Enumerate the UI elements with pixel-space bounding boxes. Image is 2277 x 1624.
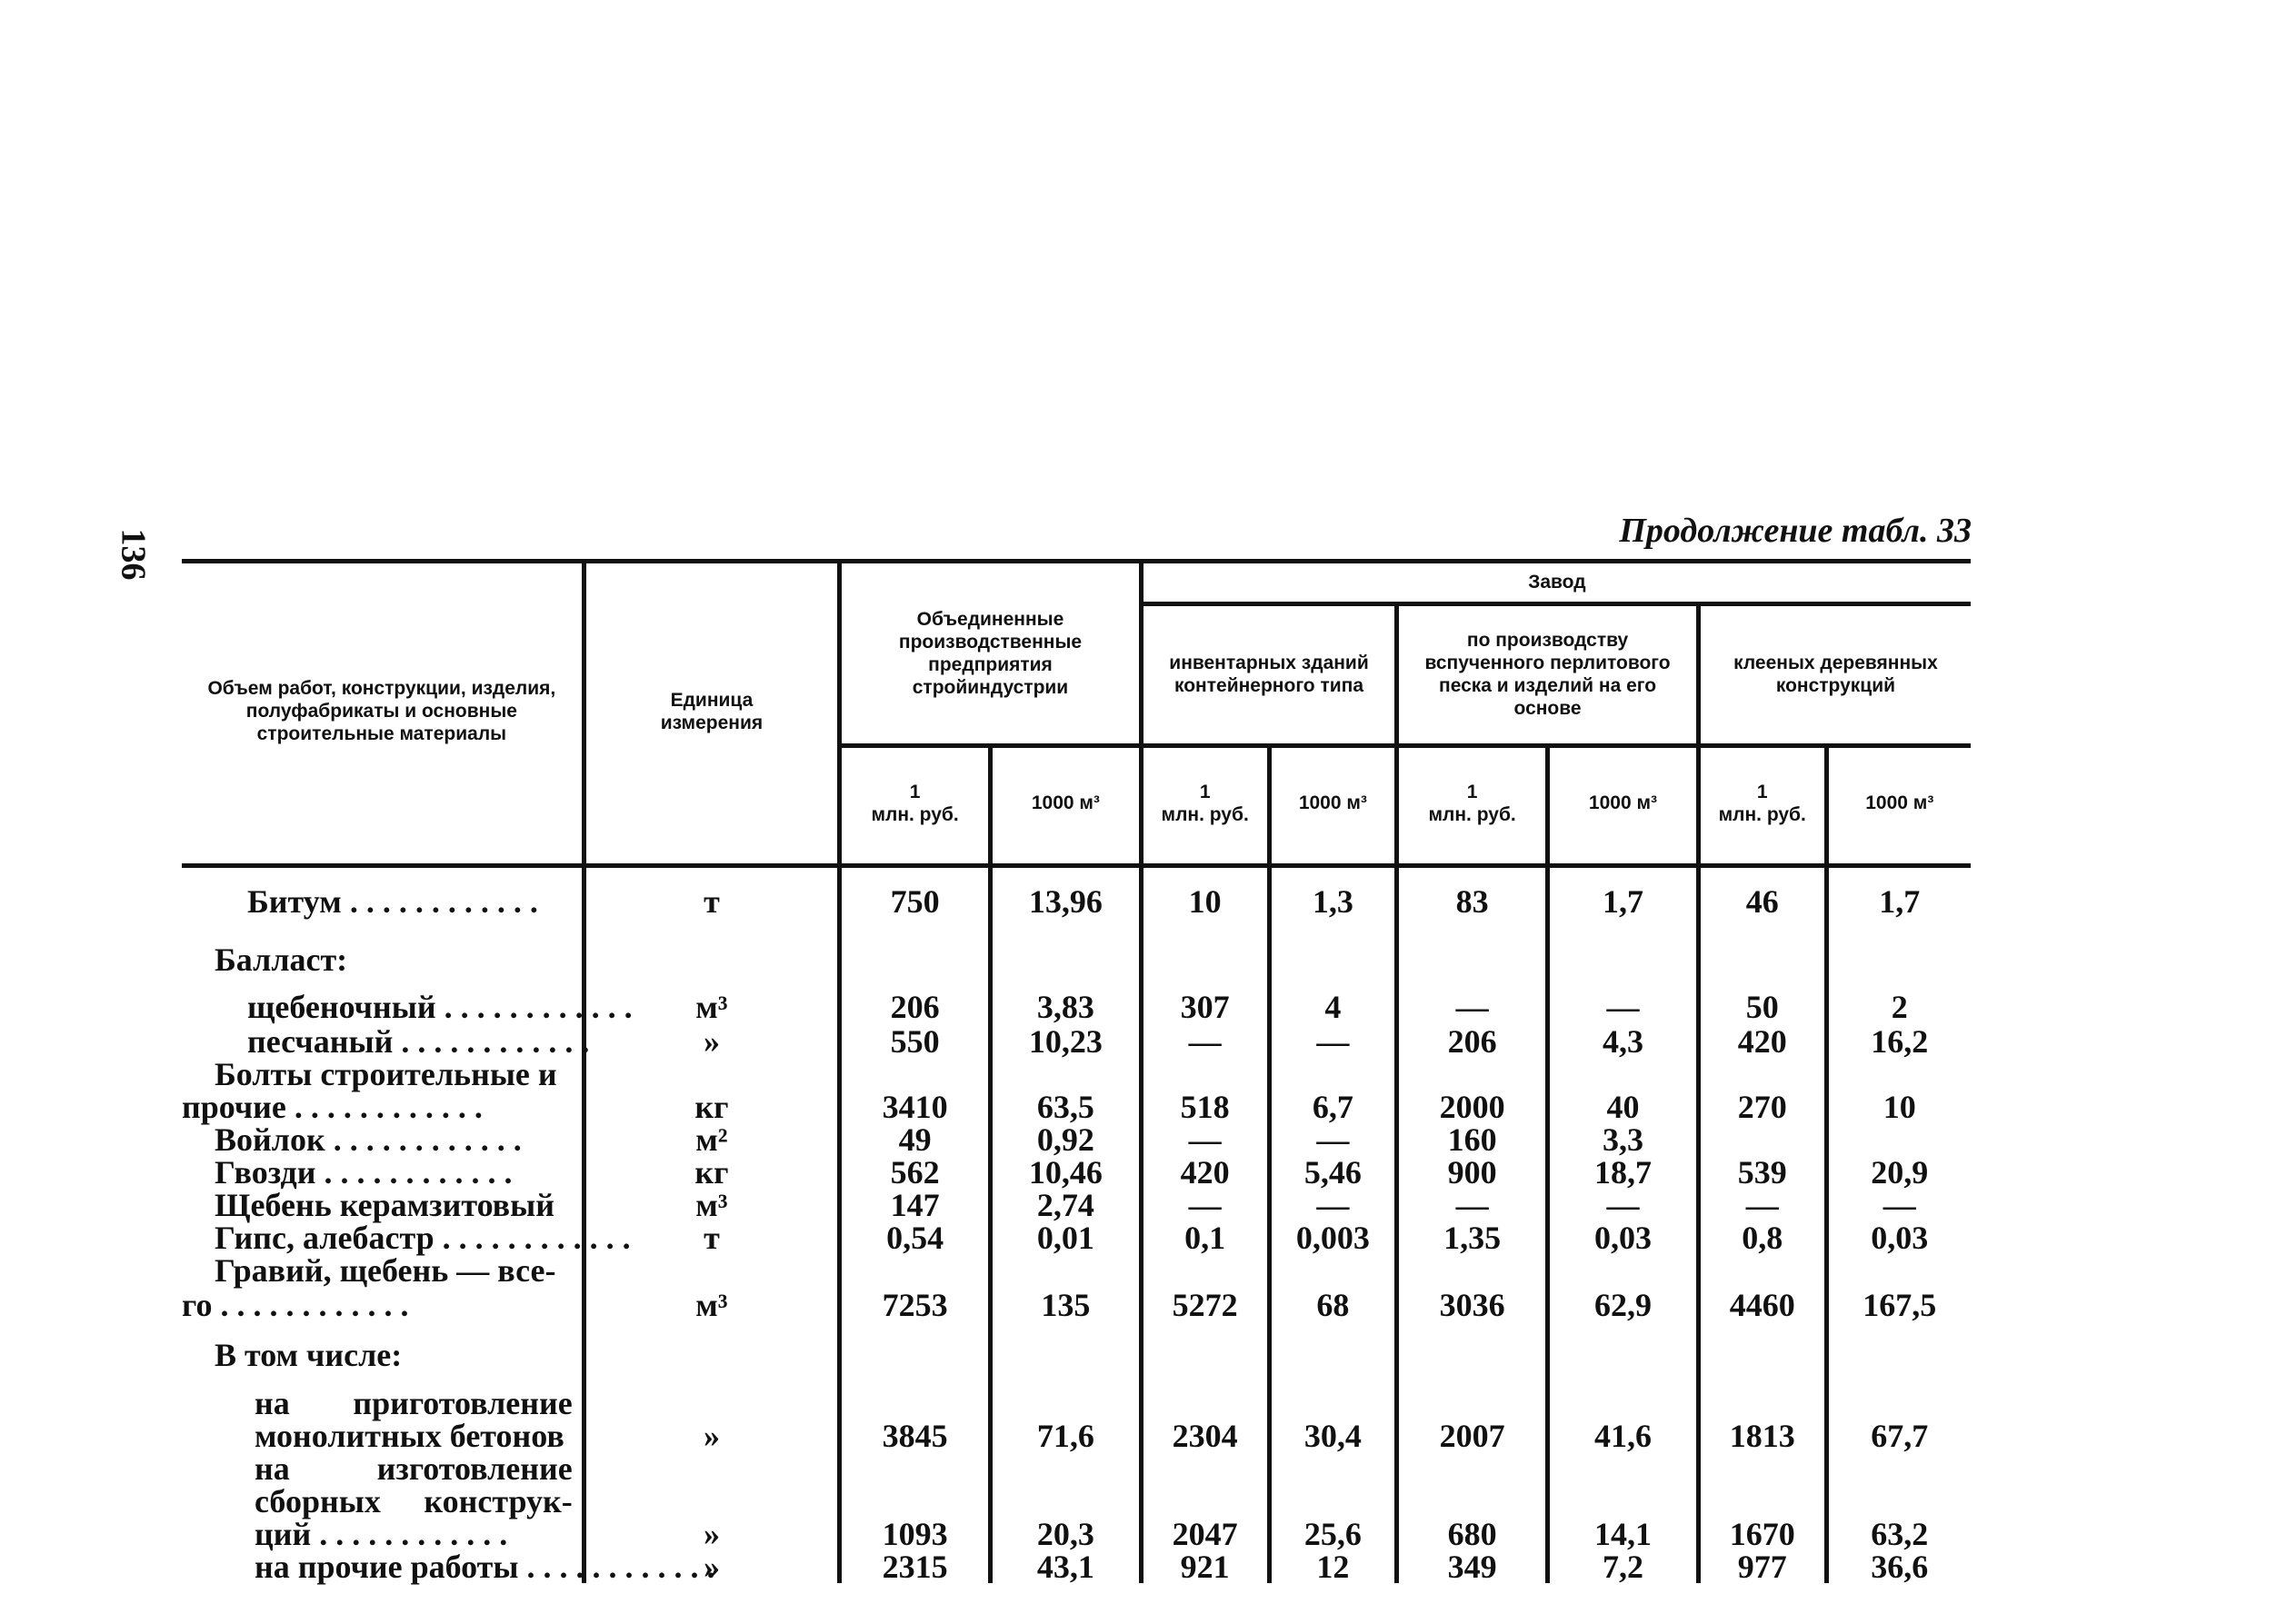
cell-plant1-rub: 5272 bbox=[1141, 1287, 1269, 1323]
header-sub-rub-label: млн. руб. bbox=[871, 803, 959, 825]
table-row-continued bbox=[182, 1254, 1971, 1287]
cell-plant3-rub: — bbox=[1698, 1189, 1826, 1221]
cell-plant3-rub: 977 bbox=[1698, 1550, 1826, 1583]
header-sub-rub bbox=[1397, 745, 1548, 859]
header-group-plant: Завод bbox=[1141, 563, 1971, 603]
table-continuation-caption: Продолжение табл. 33 bbox=[1619, 512, 1972, 550]
cell-plant3-m3: 167,5 bbox=[1826, 1287, 1971, 1323]
row-unit: м² bbox=[584, 1123, 839, 1156]
cell-plant1-m3: — bbox=[1269, 1123, 1397, 1156]
cell-plant3-m3: 16,2 bbox=[1826, 1025, 1971, 1058]
cell-plant1-rub: 2047 bbox=[1141, 1518, 1269, 1550]
cell-plant2-m3: — bbox=[1548, 989, 1699, 1025]
row-name: Щебень керамзитовый bbox=[215, 1187, 554, 1223]
cell-combined-m3: 3,83 bbox=[990, 989, 1141, 1025]
cell-plant2-rub: — bbox=[1397, 989, 1548, 1025]
cell-plant1-m3: 5,46 bbox=[1269, 1156, 1397, 1189]
row-unit: м³ bbox=[584, 989, 839, 1025]
cell-plant3-rub: 4460 bbox=[1698, 1287, 1826, 1323]
cell-plant2-m3: 1,7 bbox=[1548, 872, 1699, 931]
header-sub-rub bbox=[1141, 745, 1269, 859]
cell-plant3-rub bbox=[1698, 1123, 1826, 1156]
header-col-unit: Единица измерения bbox=[584, 563, 839, 859]
cell-combined-m3: 63,5 bbox=[990, 1091, 1141, 1123]
cell-plant3-rub: 420 bbox=[1698, 1025, 1826, 1058]
cell-plant1-m3: — bbox=[1269, 1025, 1397, 1058]
header-plant-1: инвентарных зданий контейнерного типа bbox=[1141, 603, 1396, 745]
cell-combined-m3: 2,74 bbox=[990, 1189, 1141, 1221]
header-col-name: Объем работ, конструкции, изделия, полуфабрикаты и основные строительные материалы bbox=[207, 678, 556, 744]
cell-combined-rub: 0,54 bbox=[840, 1221, 991, 1254]
cell-plant2-m3: — bbox=[1548, 1189, 1699, 1221]
row-unit: кг bbox=[584, 1156, 839, 1189]
row-name: прочие . . . bbox=[182, 1091, 584, 1123]
cell-plant2-m3: 7,2 bbox=[1548, 1550, 1699, 1583]
cell-plant1-rub: 0,1 bbox=[1141, 1221, 1269, 1254]
cell-combined-rub: 206 bbox=[840, 989, 991, 1025]
cell-combined-m3: 71,6 bbox=[990, 1420, 1141, 1452]
row-unit: » bbox=[584, 1550, 839, 1583]
table-row-continued bbox=[182, 1485, 1971, 1518]
cell-plant1-m3: 68 bbox=[1269, 1287, 1397, 1323]
header-sub-m3: 1000 м³ bbox=[1548, 745, 1699, 859]
table-row bbox=[182, 1156, 1971, 1189]
cell-combined-m3: 0,01 bbox=[990, 1221, 1141, 1254]
cell-combined-m3: 10,23 bbox=[990, 1025, 1141, 1058]
table-row-continued bbox=[182, 1387, 1971, 1420]
cell-plant1-rub: 10 bbox=[1141, 872, 1269, 931]
table-row-group-heading bbox=[182, 931, 1971, 989]
cell-plant1-m3: 12 bbox=[1269, 1550, 1397, 1583]
cell-plant2-rub: 2007 bbox=[1397, 1420, 1548, 1452]
cell-plant2-rub: 349 bbox=[1397, 1550, 1548, 1583]
cell-plant2-m3: 62,9 bbox=[1548, 1287, 1699, 1323]
cell-plant1-m3: — bbox=[1269, 1189, 1397, 1221]
cell-plant3-m3: — bbox=[1826, 1189, 1971, 1221]
cell-plant3-m3: 0,03 bbox=[1826, 1221, 1971, 1254]
row-unit: т bbox=[584, 872, 839, 931]
row-name: Гвозди . . . bbox=[182, 1156, 584, 1189]
cell-plant3-m3 bbox=[1826, 1123, 1971, 1156]
row-name: В том числе: bbox=[215, 1337, 403, 1373]
header-sub-m3: 1000 м³ bbox=[1826, 745, 1971, 859]
row-unit: кг bbox=[584, 1091, 839, 1123]
page-number: 136 bbox=[114, 528, 153, 581]
header-sub-rub-label: млн. руб. bbox=[1161, 803, 1249, 825]
row-unit: » bbox=[584, 1518, 839, 1550]
cell-plant3-m3: 1,7 bbox=[1826, 872, 1971, 931]
header-sub-rub-num: 1 bbox=[1466, 781, 1478, 802]
cell-plant2-m3: 4,3 bbox=[1548, 1025, 1699, 1058]
table-row bbox=[182, 1287, 1971, 1323]
table-row bbox=[182, 1189, 1971, 1221]
cell-plant2-rub: 3036 bbox=[1397, 1287, 1548, 1323]
cell-combined-rub: 49 bbox=[840, 1123, 991, 1156]
row-name-line1: на приготовление bbox=[255, 1385, 573, 1421]
cell-plant1-m3: 1,3 bbox=[1269, 872, 1397, 931]
materials-consumption-table bbox=[182, 563, 1971, 1583]
cell-plant2-rub: 1,35 bbox=[1397, 1221, 1548, 1254]
header-sub-rub bbox=[1698, 745, 1826, 859]
row-name-line1: Болты строительные и bbox=[215, 1056, 557, 1092]
cell-plant1-rub: 518 bbox=[1141, 1091, 1269, 1123]
cell-plant1-m3: 30,4 bbox=[1269, 1420, 1397, 1452]
header-sub-rub-num: 1 bbox=[1756, 781, 1768, 802]
cell-plant3-rub: 1670 bbox=[1698, 1518, 1826, 1550]
cell-combined-m3: 13,96 bbox=[990, 872, 1141, 931]
cell-combined-rub: 147 bbox=[840, 1189, 991, 1221]
row-name: ций . . . bbox=[182, 1518, 584, 1550]
cell-combined-rub: 1093 bbox=[840, 1518, 991, 1550]
cell-plant1-m3: 25,6 bbox=[1269, 1518, 1397, 1550]
cell-plant2-m3: 0,03 bbox=[1548, 1221, 1699, 1254]
table-row bbox=[182, 1550, 1971, 1583]
cell-plant3-rub: 0,8 bbox=[1698, 1221, 1826, 1254]
cell-plant2-rub: 2000 bbox=[1397, 1091, 1548, 1123]
header-sub-rub-num: 1 bbox=[1199, 781, 1211, 802]
cell-plant2-m3: 3,3 bbox=[1548, 1123, 1699, 1156]
cell-plant3-rub: 270 bbox=[1698, 1091, 1826, 1123]
row-name: Балласт: bbox=[215, 942, 348, 978]
cell-plant1-m3: 4 bbox=[1269, 989, 1397, 1025]
cell-plant1-m3: 6,7 bbox=[1269, 1091, 1397, 1123]
row-name-line1: на изготовление bbox=[255, 1450, 573, 1487]
row-unit: т bbox=[584, 1221, 839, 1254]
table-row-group-heading bbox=[182, 1323, 1971, 1387]
header-sub-rub bbox=[840, 745, 991, 859]
cell-plant3-m3: 63,2 bbox=[1826, 1518, 1971, 1550]
cell-plant3-rub: 1813 bbox=[1698, 1420, 1826, 1452]
cell-combined-rub: 7253 bbox=[840, 1287, 991, 1323]
cell-plant2-m3: 14,1 bbox=[1548, 1518, 1699, 1550]
row-unit: м³ bbox=[584, 1287, 839, 1323]
cell-plant3-rub: 46 bbox=[1698, 872, 1826, 931]
header-sub-m3: 1000 м³ bbox=[1269, 745, 1397, 859]
header-sub-rub-label: млн. руб. bbox=[1718, 803, 1806, 825]
cell-plant2-rub: 83 bbox=[1397, 872, 1548, 931]
table-row bbox=[182, 989, 1971, 1025]
cell-plant1-rub: 921 bbox=[1141, 1550, 1269, 1583]
cell-combined-rub: 3410 bbox=[840, 1091, 991, 1123]
table-row bbox=[182, 1025, 1971, 1058]
header-sub-rub-label: млн. руб. bbox=[1428, 803, 1516, 825]
cell-plant1-rub: 2304 bbox=[1141, 1420, 1269, 1452]
table-row bbox=[182, 1091, 1971, 1123]
header-plant-3: клееных деревянных конструкций bbox=[1698, 603, 1971, 745]
table-row-continued bbox=[182, 1058, 1971, 1091]
row-name: го . . . bbox=[182, 1287, 584, 1323]
cell-plant3-m3: 67,7 bbox=[1826, 1420, 1971, 1452]
row-unit: м³ bbox=[584, 1189, 839, 1221]
row-name-line1: Гравий, щебень — все- bbox=[215, 1252, 556, 1289]
cell-plant1-rub: — bbox=[1141, 1189, 1269, 1221]
cell-combined-m3: 10,46 bbox=[990, 1156, 1141, 1189]
table-row bbox=[182, 1518, 1971, 1550]
row-unit: » bbox=[584, 1420, 839, 1452]
cell-plant3-rub: 50 bbox=[1698, 989, 1826, 1025]
cell-plant2-rub: 900 bbox=[1397, 1156, 1548, 1189]
table-row bbox=[182, 1221, 1971, 1254]
cell-plant2-rub: 680 bbox=[1397, 1518, 1548, 1550]
cell-combined-m3: 0,92 bbox=[990, 1123, 1141, 1156]
cell-plant1-m3: 0,003 bbox=[1269, 1221, 1397, 1254]
cell-plant3-m3: 36,6 bbox=[1826, 1550, 1971, 1583]
cell-plant2-rub: 160 bbox=[1397, 1123, 1548, 1156]
cell-plant2-rub: — bbox=[1397, 1189, 1548, 1221]
cell-combined-m3: 135 bbox=[990, 1287, 1141, 1323]
cell-plant2-rub: 206 bbox=[1397, 1025, 1548, 1058]
cell-plant2-m3: 41,6 bbox=[1548, 1420, 1699, 1452]
row-name: на прочие работы . . . bbox=[182, 1550, 584, 1583]
row-name-line2: сборных конструк- bbox=[255, 1483, 573, 1519]
row-unit: » bbox=[584, 1025, 839, 1058]
cell-plant3-m3: 20,9 bbox=[1826, 1156, 1971, 1189]
row-name: Гипс, алебастр . . . bbox=[182, 1221, 584, 1254]
row-name: песчаный . . . bbox=[182, 1025, 584, 1058]
cell-combined-rub: 550 bbox=[840, 1025, 991, 1058]
table-row bbox=[182, 872, 1971, 931]
cell-combined-m3: 43,1 bbox=[990, 1550, 1141, 1583]
cell-combined-rub: 2315 bbox=[840, 1550, 991, 1583]
cell-combined-rub: 750 bbox=[840, 872, 991, 931]
cell-combined-rub: 3845 bbox=[840, 1420, 991, 1452]
cell-plant2-m3: 40 bbox=[1548, 1091, 1699, 1123]
header-group-combined: Объединенные производственные предприятия стройиндустрии bbox=[840, 563, 1142, 745]
header-sub-rub-num: 1 bbox=[909, 781, 921, 802]
table-row bbox=[182, 1420, 1971, 1452]
cell-plant1-rub: — bbox=[1141, 1025, 1269, 1058]
cell-combined-m3: 20,3 bbox=[990, 1518, 1141, 1550]
row-name: Войлок . . . bbox=[182, 1123, 584, 1156]
row-name: монолитных бетонов bbox=[255, 1418, 564, 1454]
cell-plant3-rub: 539 bbox=[1698, 1156, 1826, 1189]
cell-plant1-rub: — bbox=[1141, 1123, 1269, 1156]
row-name: Битум . . . bbox=[182, 872, 584, 931]
cell-plant1-rub: 420 bbox=[1141, 1156, 1269, 1189]
table-row-continued bbox=[182, 1452, 1971, 1485]
cell-plant3-m3: 10 bbox=[1826, 1091, 1971, 1123]
table-row bbox=[182, 1123, 1971, 1156]
cell-plant2-m3: 18,7 bbox=[1548, 1156, 1699, 1189]
cell-combined-rub: 562 bbox=[840, 1156, 991, 1189]
cell-plant1-rub: 307 bbox=[1141, 989, 1269, 1025]
header-sub-m3: 1000 м³ bbox=[990, 745, 1141, 859]
row-name: щебеночный . . . bbox=[182, 989, 584, 1025]
header-plant-2: по производству вспученного перлитового песка и изделий на его основе bbox=[1397, 603, 1699, 745]
cell-plant3-m3: 2 bbox=[1826, 989, 1971, 1025]
